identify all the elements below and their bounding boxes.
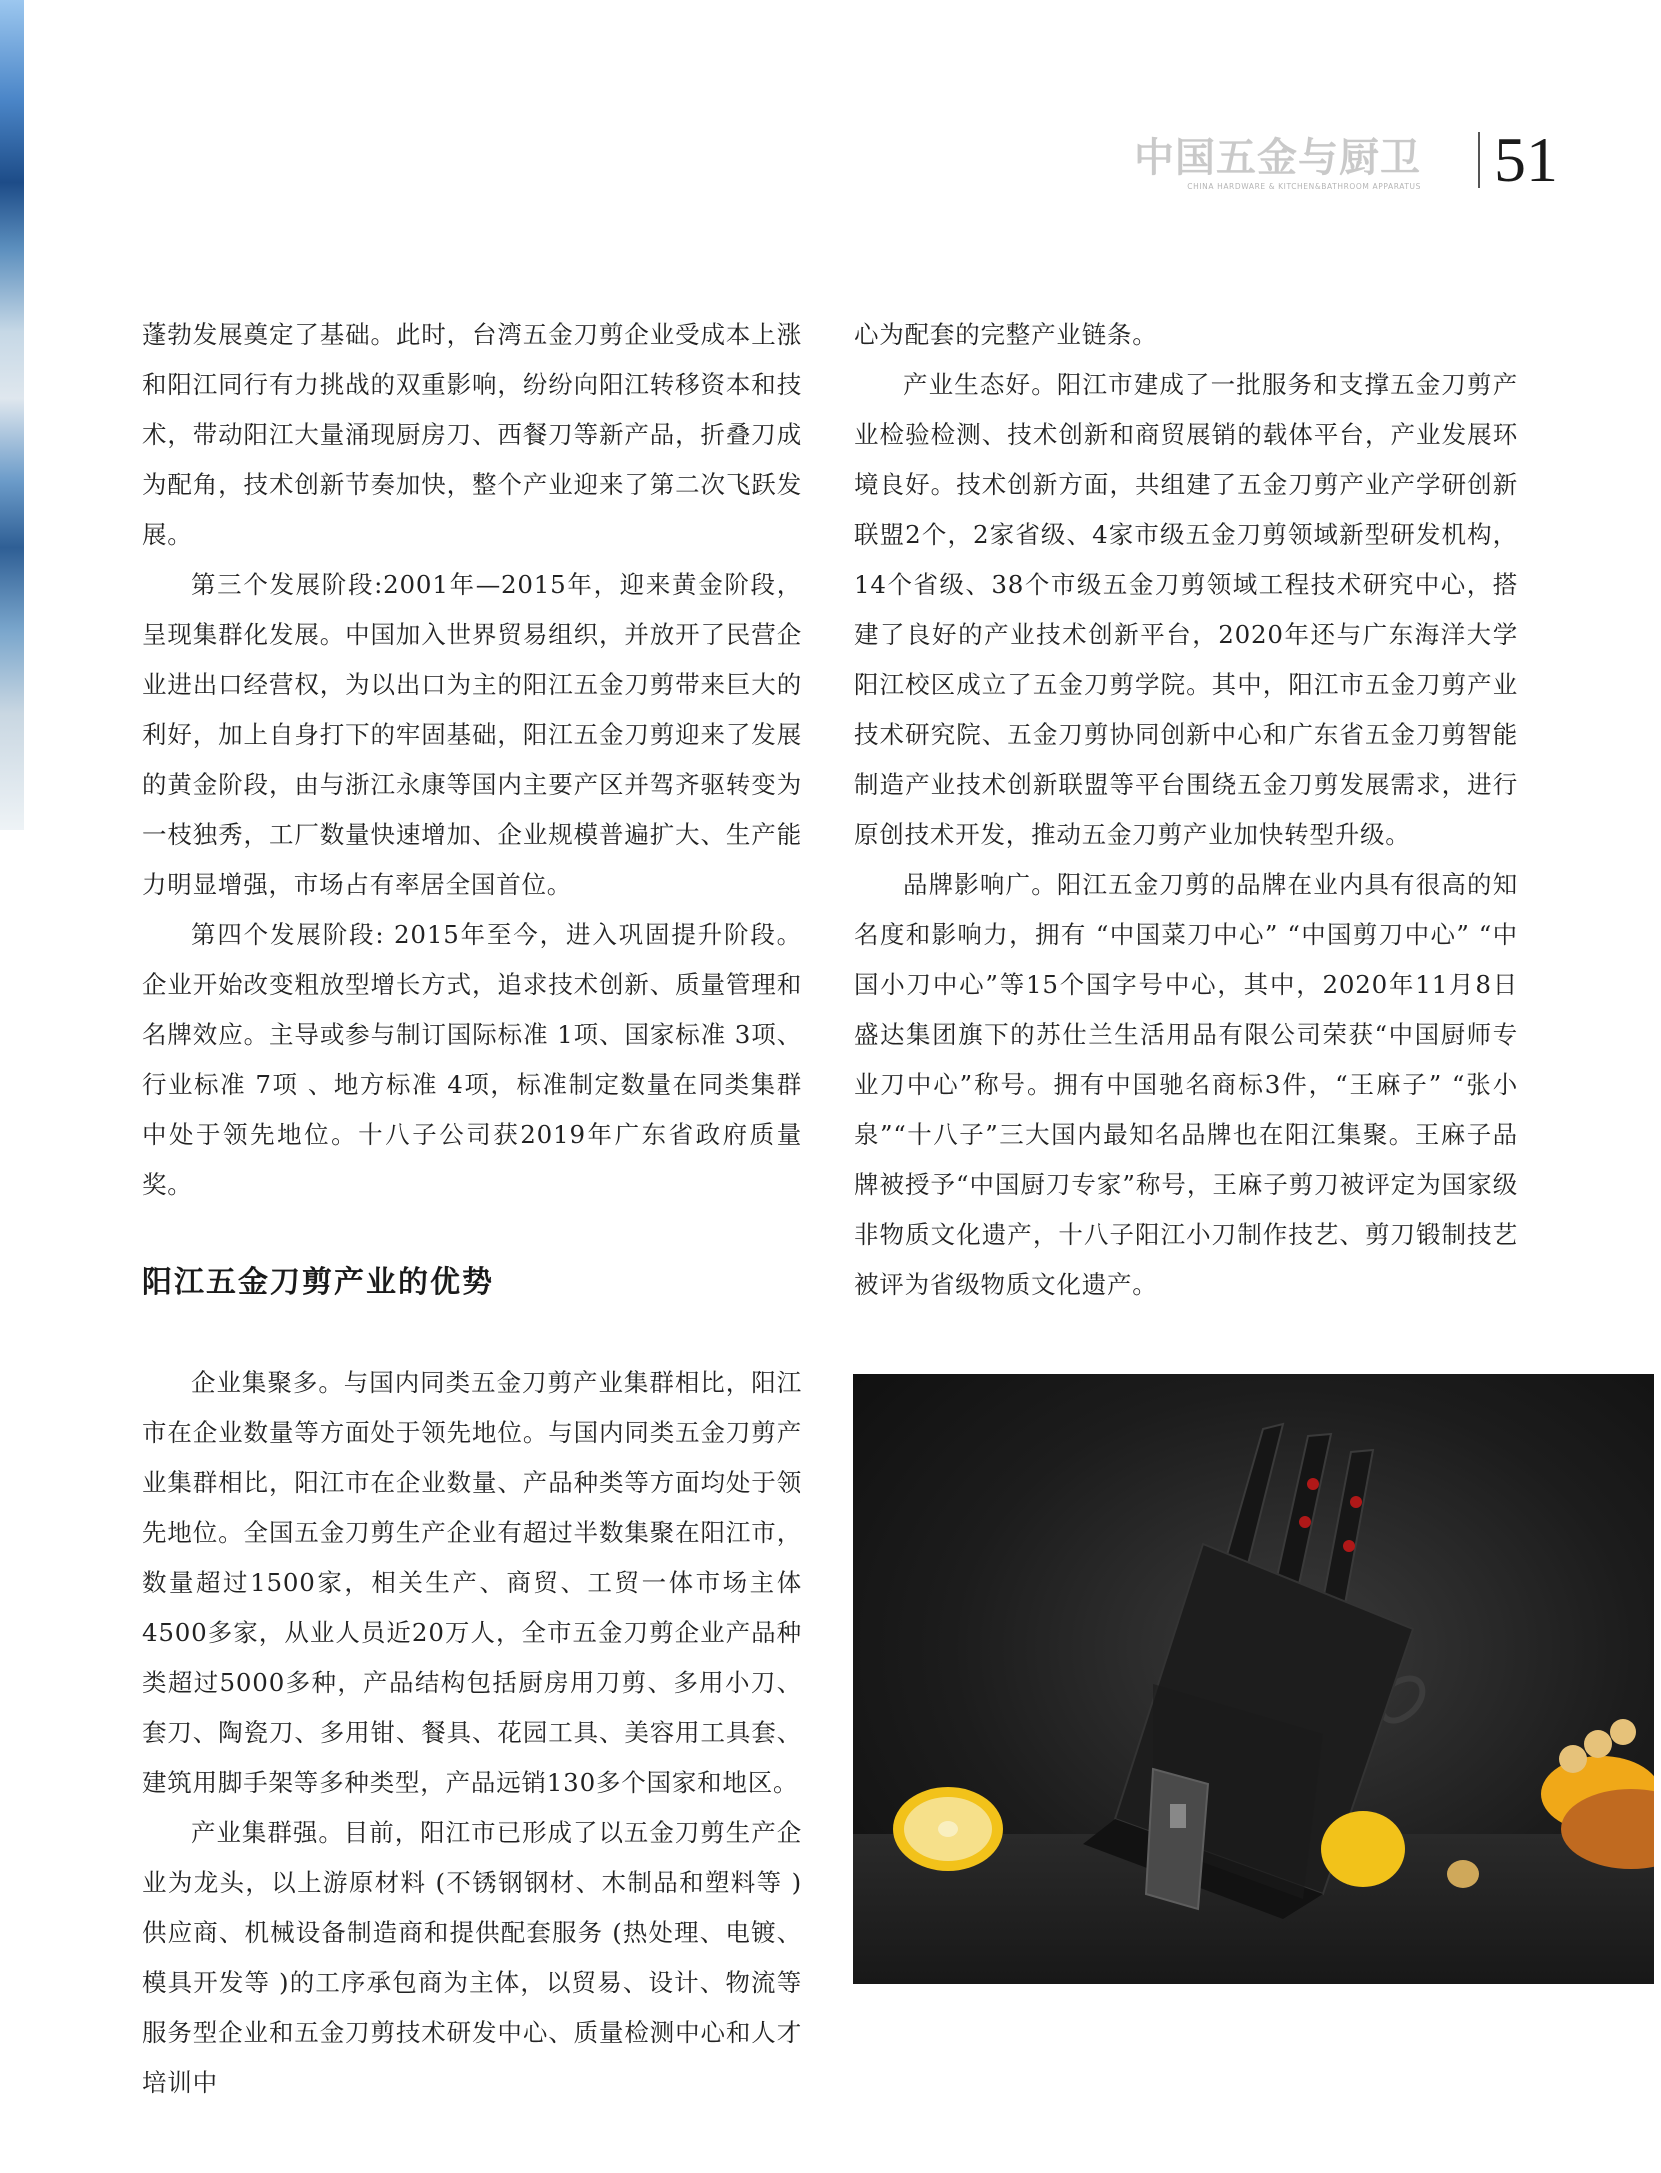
- page-number: 51: [1494, 124, 1558, 195]
- left-column: [142, 310, 802, 2108]
- paragraph: 第四个发展阶段: 2015年至今，进入巩固提升阶段。企业开始改变粗放型增长方式，追求技术创新、质量管理和名牌效应。主导或参与制订国际标准 1项、国家标准 3项、行业标准 7项 、地方标准 4项，标准制定数量在同类集群中处于领先地位。十八子公司获2019年广东省政府质量奖。: [142, 920, 802, 1199]
- knife-block-photo: [853, 1374, 1654, 1984]
- paragraph: 企业集聚多。与国内同类五金刀剪产业集群相比，阳江市在企业数量等方面处于领先地位。与国内同类五金刀剪产业集群相比，阳江市在企业数量、产品种类等方面均处于领先地位。全国五金刀剪生产企业有超过半数集聚在阳江市，数量超过1500家，相关生产、商贸、工贸一体市场主体4500多家，从业人员近20万人，全市五金刀剪企业产品种类超过5000多种，产品结构包括厨房用刀剪、多用小刀、套刀、陶瓷刀、多用钳、餐具、花园工具、美容用工具套、建筑用脚手架等多种类型，产品远销130多个国家和地区。: [142, 1368, 802, 1797]
- magazine-logo-subtitle: CHINA HARDWARE & KITCHEN&BATHROOM APPARATUS: [1187, 182, 1421, 191]
- paragraph: 产业生态好。阳江市建成了一批服务和支撑五金刀剪产业检验检测、技术创新和商贸展销的载体平台，产业发展环境良好。技术创新方面，共组建了五金刀剪产业产学研创新联盟2个，2家省级、4家市级五金刀剪领域新型研发机构，14个省级、38个市级五金刀剪领域工程技术研究中心，搭建了良好的产业技术创新平台，2020年还与广东海洋大学阳江校区成立了五金刀剪学院。其中，阳江市五金刀剪产业技术研究院、五金刀剪协同创新中心和广东省五金刀剪智能制造产业技术创新联盟等平台围绕五金刀剪发展需求，进行原创技术开发，推动五金刀剪产业加快转型升级。: [854, 370, 1518, 849]
- magazine-masthead: [1134, 136, 1421, 191]
- brand-badge-icon: [1170, 1804, 1186, 1828]
- decorative-photo-strip: [0, 0, 24, 830]
- paragraph: 第三个发展阶段:2001年—2015年，迎来黄金阶段，呈现集群化发展。中国加入世界贸易组织，并放开了民营企业进出口经营权，为以出口为主的阳江五金刀剪带来巨大的利好，加上自身打下的牢固基础，阳江五金刀剪迎来了发展的黄金阶段，由与浙江永康等国内主要产区并驾齐驱转变为一枝独秀，工厂数量快速增加、企业规模普遍扩大、生产能力明显增强，市场占有率居全国首位。: [142, 570, 802, 899]
- knife-block-illustration: [853, 1374, 1654, 1984]
- paragraph: 心为配套的完整产业链条。: [854, 320, 1158, 349]
- paragraph: 蓬勃发展奠定了基础。此时，台湾五金刀剪企业受成本上涨和阳江同行有力挑战的双重影响，纷纷向阳江转移资本和技术，带动阳江大量涌现厨房刀、西餐刀等新产品，折叠刀成为配角，技术创新节奏加快，整个产业迎来了第二次飞跃发展。: [142, 320, 802, 549]
- paragraph: 产业集群强。目前，阳江市已形成了以五金刀剪生产企业为龙头，以上游原材料 (不锈钢钢材、木制品和塑料等 )供应商、机械设备制造商和提供配套服务 (热处理、电镀、模具开发等 )的工序承包商为主体，以贸易、设计、物流等服务型企业和五金刀剪技术研发中心、质量检测中心和人才培训中: [142, 1818, 802, 2097]
- header-divider: [1478, 132, 1480, 188]
- section-heading: 阳江五金刀剪产业的优势: [142, 1265, 494, 1300]
- right-column: [854, 310, 1518, 1310]
- magazine-logo: 中国五金与厨卫: [1134, 135, 1421, 181]
- paragraph: 品牌影响广。阳江五金刀剪的品牌在业内具有很高的知名度和影响力，拥有 “中国菜刀中心” “中国剪刀中心” “中国小刀中心”等15个国字号中心，其中，2020年11月8日盛达集团旗下的苏仕兰生活用品有限公司荣获“中国厨师专业刀中心”称号。拥有中国驰名商标3件，“王麻子” “张小泉”“十八子”三大国内最知名品牌也在阳江集聚。王麻子品牌被授予“中国厨刀专家”称号，王麻子剪刀被评定为国家级非物质文化遗产，十八子阳江小刀制作技艺、剪刀锻制技艺被评为省级物质文化遗产。: [854, 870, 1518, 1299]
